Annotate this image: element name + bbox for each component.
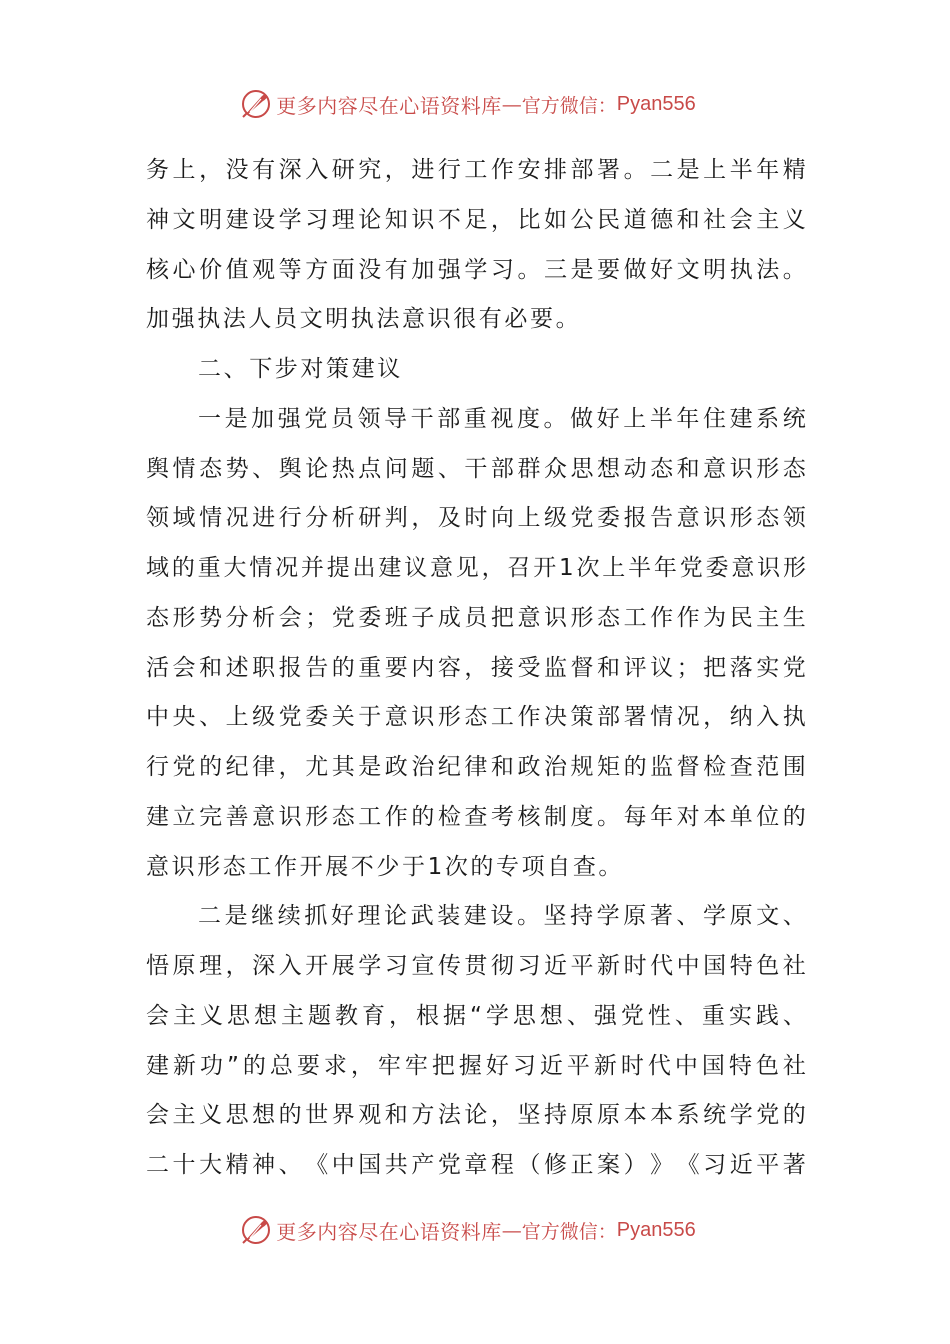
banner-dash: — xyxy=(501,92,522,116)
document-body xyxy=(146,146,806,1191)
banner-wechat-label: 官方微信： xyxy=(521,94,617,117)
text-line: 建 新 功 ” 的 总 要 求 ， 牢 牢 把 握 好 习 近 平 新 时 代 中 国 特 色 社 xyxy=(146,1052,806,1079)
text-line: 舆 情 态 势 、 舆 论 热 点 问 题 、 干 部 群 众 思 想 动 态 和 意 识 形 态 xyxy=(146,455,806,482)
quill-pen-icon xyxy=(240,1214,272,1246)
banner-wechat-label: 官方微信： xyxy=(521,1220,617,1243)
text-line: 核 心 价 值 观 等 方 面 没 有 加 强 学 习 。 三 是 要 做 好 文 明 执 法 。 xyxy=(146,256,806,283)
text-line: 会 主 义 思 想 主 题 教 育 ， 根 据 “ 学 思 想 、 强 党 性 、 重 实 践 、 xyxy=(146,1002,806,1029)
banner-main-text: 更多内容尽在心语资料库 xyxy=(276,1219,502,1244)
text-line: 二 是 继 续 抓 好 理 论 武 装 建 设 。 坚 持 学 原 著 、 学 原 文 、 xyxy=(198,903,806,930)
header-watermark-banner xyxy=(0,84,950,124)
text-line: 一 是 加 强 党 员 领 导 干 部 重 视 度 。 做 好 上 半 年 住 建 系 统 xyxy=(198,405,806,432)
text-line: 行 党 的 纪 律 ， 尤 其 是 政 治 纪 律 和 政 治 规 矩 的 监 督 检 查 范 围 xyxy=(146,754,806,780)
banner-wechat-id: Pyan556 xyxy=(616,92,696,115)
footer-watermark-banner xyxy=(0,1210,950,1250)
section-heading: 二、下步对策建议 xyxy=(198,356,403,382)
text-line: 中 央 、 上 级 党 委 关 于 意 识 形 态 工 作 决 策 部 署 情 况 ， 纳 入 执 xyxy=(146,704,806,731)
text-line: 加强执法人员文明执法意识很有必要。 xyxy=(146,306,582,333)
text-line: 会 主 义 思 想 的 世 界 观 和 方 法 论 ， 坚 持 原 原 本 本 系 统 学 党 的 xyxy=(146,1102,806,1129)
text-line: 神 文 明 建 设 学 习 理 论 知 识 不 足 ， 比 如 公 民 道 德 和 社 会 主 义 xyxy=(146,206,806,233)
text-line: 态 形 势 分 析 会 ； 党 委 班 子 成 员 把 意 识 形 态 工 作 作 为 民 主 生 xyxy=(146,604,806,631)
text-line: 域 的 重 大 情 况 并 提 出 建 议 意 见 ， 召 开 1 次 上 半 年 党 委 意 识 形 xyxy=(146,555,806,581)
text-line: 意识形态工作开展不少于1次的专项自查。 xyxy=(146,853,625,880)
quill-pen-icon xyxy=(240,88,272,120)
banner-wechat-id: Pyan556 xyxy=(616,1218,696,1241)
banner-dash: — xyxy=(501,1218,522,1242)
text-line: 务 上 ， 没 有 深 入 研 究 ， 进 行 工 作 安 排 部 署 。 二 是 上 半 年 精 xyxy=(146,157,806,183)
banner-main-text: 更多内容尽在心语资料库 xyxy=(276,93,502,118)
text-line: 活 会 和 述 职 报 告 的 重 要 内 容 ， 接 受 监 督 和 评 议 ； 把 落 实 党 xyxy=(146,654,806,681)
text-line: 领 域 情 况 进 行 分 析 研 判 ， 及 时 向 上 级 党 委 报 告 意 识 形 态 领 xyxy=(146,505,806,532)
text-line: 悟 原 理 ， 深 入 开 展 学 习 宣 传 贯 彻 习 近 平 新 时 代 中 国 特 色 社 xyxy=(146,953,806,979)
text-line: 二 十 大 精 神 、 《 中 国 共 产 党 章 程 （ 修 正 案 ） 》 《 习 近 平 著 xyxy=(146,1152,806,1178)
text-line: 建 立 完 善 意 识 形 态 工 作 的 检 查 考 核 制 度 。 每 年 对 本 单 位 的 xyxy=(146,803,806,830)
